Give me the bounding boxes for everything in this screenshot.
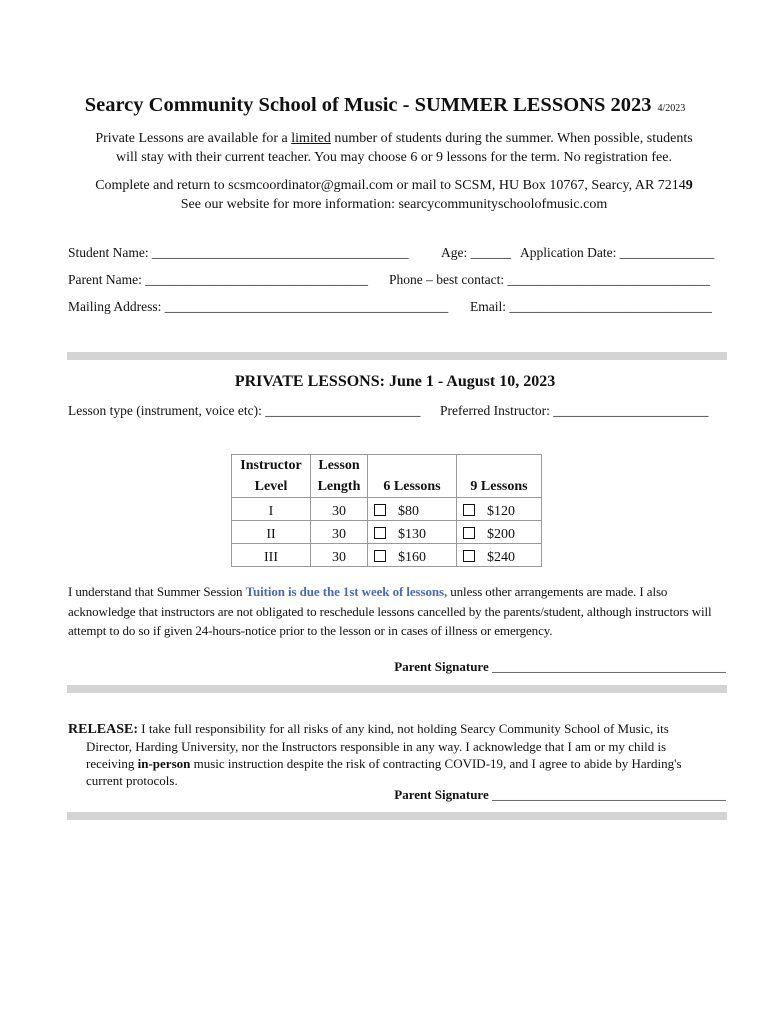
release-line-1 bbox=[68, 720, 730, 738]
mailing-address-field[interactable]: Mailing Address: __________________________________________ bbox=[68, 299, 449, 314]
parent-signature-1[interactable] bbox=[394, 659, 726, 675]
price-text: $160 bbox=[398, 550, 426, 565]
table-row bbox=[232, 544, 542, 567]
zip-digit: 9 bbox=[685, 178, 693, 193]
intro-text: number of students during the summer. When possible, students bbox=[330, 131, 693, 146]
price-text: $120 bbox=[487, 504, 515, 519]
parent-signature-2[interactable] bbox=[394, 787, 726, 803]
email-field[interactable]: Email: ______________________________ bbox=[470, 299, 712, 314]
private-lessons-heading: PRIVATE LESSONS: June 1 - August 10, 2023 bbox=[234, 373, 556, 390]
price-text: $80 bbox=[398, 504, 419, 519]
contact-info bbox=[60, 176, 728, 214]
intro-paragraph bbox=[60, 129, 728, 167]
revision-date: 4/2023 bbox=[657, 103, 686, 114]
divider-bar bbox=[67, 812, 727, 820]
table-row bbox=[232, 498, 542, 521]
lessons-pricing-table bbox=[231, 454, 542, 567]
contact-text: Complete and return to scsmcoordinator@gmail.com or mail to SCSM, HU Box 10767, Searcy, AR 7214 bbox=[95, 178, 686, 193]
parent-name-field[interactable]: Parent Name: _________________________________ bbox=[68, 272, 368, 287]
header-text: Instructor bbox=[240, 458, 302, 473]
nine-lessons-cell bbox=[457, 498, 542, 521]
intro-line-1 bbox=[60, 129, 728, 148]
six-lessons-cell bbox=[368, 521, 457, 544]
level-cell: I bbox=[232, 498, 311, 521]
divider-bar bbox=[67, 685, 727, 693]
checkbox[interactable] bbox=[463, 527, 475, 539]
header-6-lessons: 6 Lessons bbox=[368, 455, 457, 498]
header-instructor-level bbox=[232, 455, 311, 498]
checkbox[interactable] bbox=[374, 527, 386, 539]
level-cell: II bbox=[232, 521, 311, 544]
terms-text: unless other arrangements are made. I also acknowledge that instructors are not obligated to reschedule lessons cancelled by the parents/student, although instructors will attempt to do so if given 24-hours-notice prior to the lesson or in cases of illness or emergency. bbox=[68, 584, 712, 638]
checkbox[interactable] bbox=[374, 504, 386, 516]
checkbox[interactable] bbox=[463, 504, 475, 516]
release-line-2: Director, Harding University, nor the Instructors responsible in any way. I acknowledge that I am or my child is bbox=[86, 739, 667, 754]
signature-label: Parent Signature bbox=[394, 787, 489, 802]
release-text: music instruction despite the risk of contracting COVID-19, and I agree to abide by Harding's bbox=[190, 756, 682, 771]
table-header-row bbox=[232, 455, 542, 498]
release-text: receiving bbox=[86, 756, 138, 771]
release-line-4: current protocols. bbox=[86, 773, 178, 788]
length-cell: 30 bbox=[311, 498, 368, 521]
lesson-type-field[interactable]: Lesson type (instrument, voice etc): _______________________ bbox=[68, 403, 421, 418]
level-cell: III bbox=[232, 544, 311, 567]
table-row bbox=[232, 521, 542, 544]
tuition-terms bbox=[68, 582, 730, 641]
release-text: I take full responsibility for all risks of any kind, not holding Searcy Community School of Music, its bbox=[138, 721, 669, 736]
price-text: $200 bbox=[487, 527, 515, 542]
divider-bar bbox=[67, 352, 727, 360]
price-text: $130 bbox=[398, 527, 426, 542]
intro-text: Private Lessons are available for a bbox=[95, 131, 292, 146]
six-lessons-cell bbox=[368, 498, 457, 521]
checkbox[interactable] bbox=[463, 550, 475, 562]
price-text: $240 bbox=[487, 550, 515, 565]
in-person-emphasis: in-person bbox=[137, 756, 191, 771]
signature-line: ____________________________________ bbox=[492, 787, 726, 802]
contact-line bbox=[60, 176, 728, 195]
nine-lessons-cell bbox=[457, 544, 542, 567]
release-line-3 bbox=[68, 755, 730, 772]
student-name-field[interactable]: Student Name: ______________________________________ bbox=[68, 245, 409, 260]
header-text: Level bbox=[254, 479, 288, 494]
release-paragraph bbox=[68, 720, 730, 789]
length-cell: 30 bbox=[311, 544, 368, 567]
intro-line-2: will stay with their current teacher. You may choose 6 or 9 lessons for the term. No registration fee. bbox=[116, 150, 672, 165]
page-title bbox=[0, 94, 770, 117]
header-text: Length bbox=[317, 479, 361, 494]
length-cell: 30 bbox=[311, 521, 368, 544]
website-line: See our website for more information: searcycommunityschoolofmusic.com bbox=[180, 197, 608, 212]
limited-emphasis: limited bbox=[291, 131, 331, 146]
terms-text: I understand that Summer Session bbox=[68, 584, 246, 599]
six-lessons-cell bbox=[368, 544, 457, 567]
age-field[interactable]: Age: ______ bbox=[441, 245, 512, 260]
header-9-lessons: 9 Lessons bbox=[457, 455, 542, 498]
header-lesson-length bbox=[311, 455, 368, 498]
nine-lessons-cell bbox=[457, 521, 542, 544]
phone-field[interactable]: Phone – best contact: ______________________________ bbox=[389, 272, 710, 287]
release-label: RELEASE: bbox=[68, 722, 139, 737]
signature-label: Parent Signature bbox=[394, 659, 489, 674]
checkbox[interactable] bbox=[374, 550, 386, 562]
tuition-due-highlight: Tuition is due the 1st week of lessons, bbox=[245, 584, 448, 599]
preferred-instructor-field[interactable]: Preferred Instructor: _______________________ bbox=[440, 403, 709, 418]
application-date-field[interactable]: Application Date: ______________ bbox=[520, 245, 715, 260]
header-text: Lesson bbox=[318, 458, 360, 473]
signature-line: ____________________________________ bbox=[492, 659, 726, 674]
title-text: Searcy Community School of Music - SUMMER LESSONS 2023 bbox=[84, 94, 652, 116]
